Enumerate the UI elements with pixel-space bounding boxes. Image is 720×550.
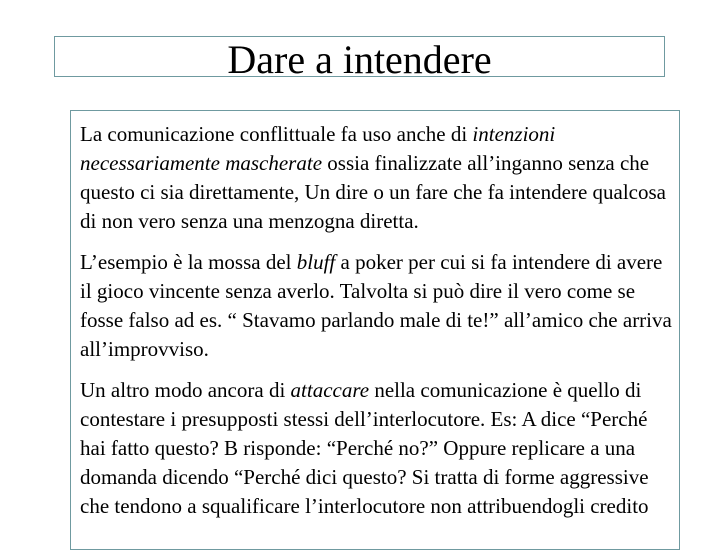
paragraph-2-part-3: a poker per cui si fa intendere di avere il gioco vincente senza averlo. Talvolta si può dire il vero come se fosse falso ad es. “ Stavamo parlando male di te!” all’amico che arriva all’improvviso. [80, 250, 672, 361]
paragraph-1 [80, 120, 676, 236]
paragraph-3-part-2: attaccare [290, 378, 370, 402]
paragraph-2-part-1: L’esempio è la mossa del [80, 250, 297, 274]
content-box [70, 110, 680, 550]
paragraph-3-part-1: Un altro modo ancora di [80, 378, 291, 402]
paragraph-1-part-2: intenzioni necessariamente mascherate [80, 122, 556, 175]
paragraph-1-part-3: ossia finalizzate all’inganno senza che questo ci sia direttamente, Un dire o un fare che fa intendere qualcosa di non vero senza una menzogna diretta. [80, 151, 667, 233]
paragraph-2-part-2: bluff [296, 250, 336, 274]
slide-title: Dare a intendere [227, 37, 492, 82]
paragraph-2 [80, 248, 676, 364]
title-box [54, 36, 665, 82]
paragraph-3 [80, 376, 676, 521]
paragraph-3-part-3: nella comunicazione è quello di contestare i presupposti stessi dell’interlocutore. Es: A dice “Perché hai fatto questo? B risponde: “Perché no?” Oppure replicare a una domanda dicendo “Perché dici questo? Si tratta di forme aggressive che tendono a squalificare l’interlocutore non attribuendogli credito [80, 378, 649, 518]
paragraph-1-part-1: La comunicazione conflittuale fa uso anche di [80, 122, 473, 146]
